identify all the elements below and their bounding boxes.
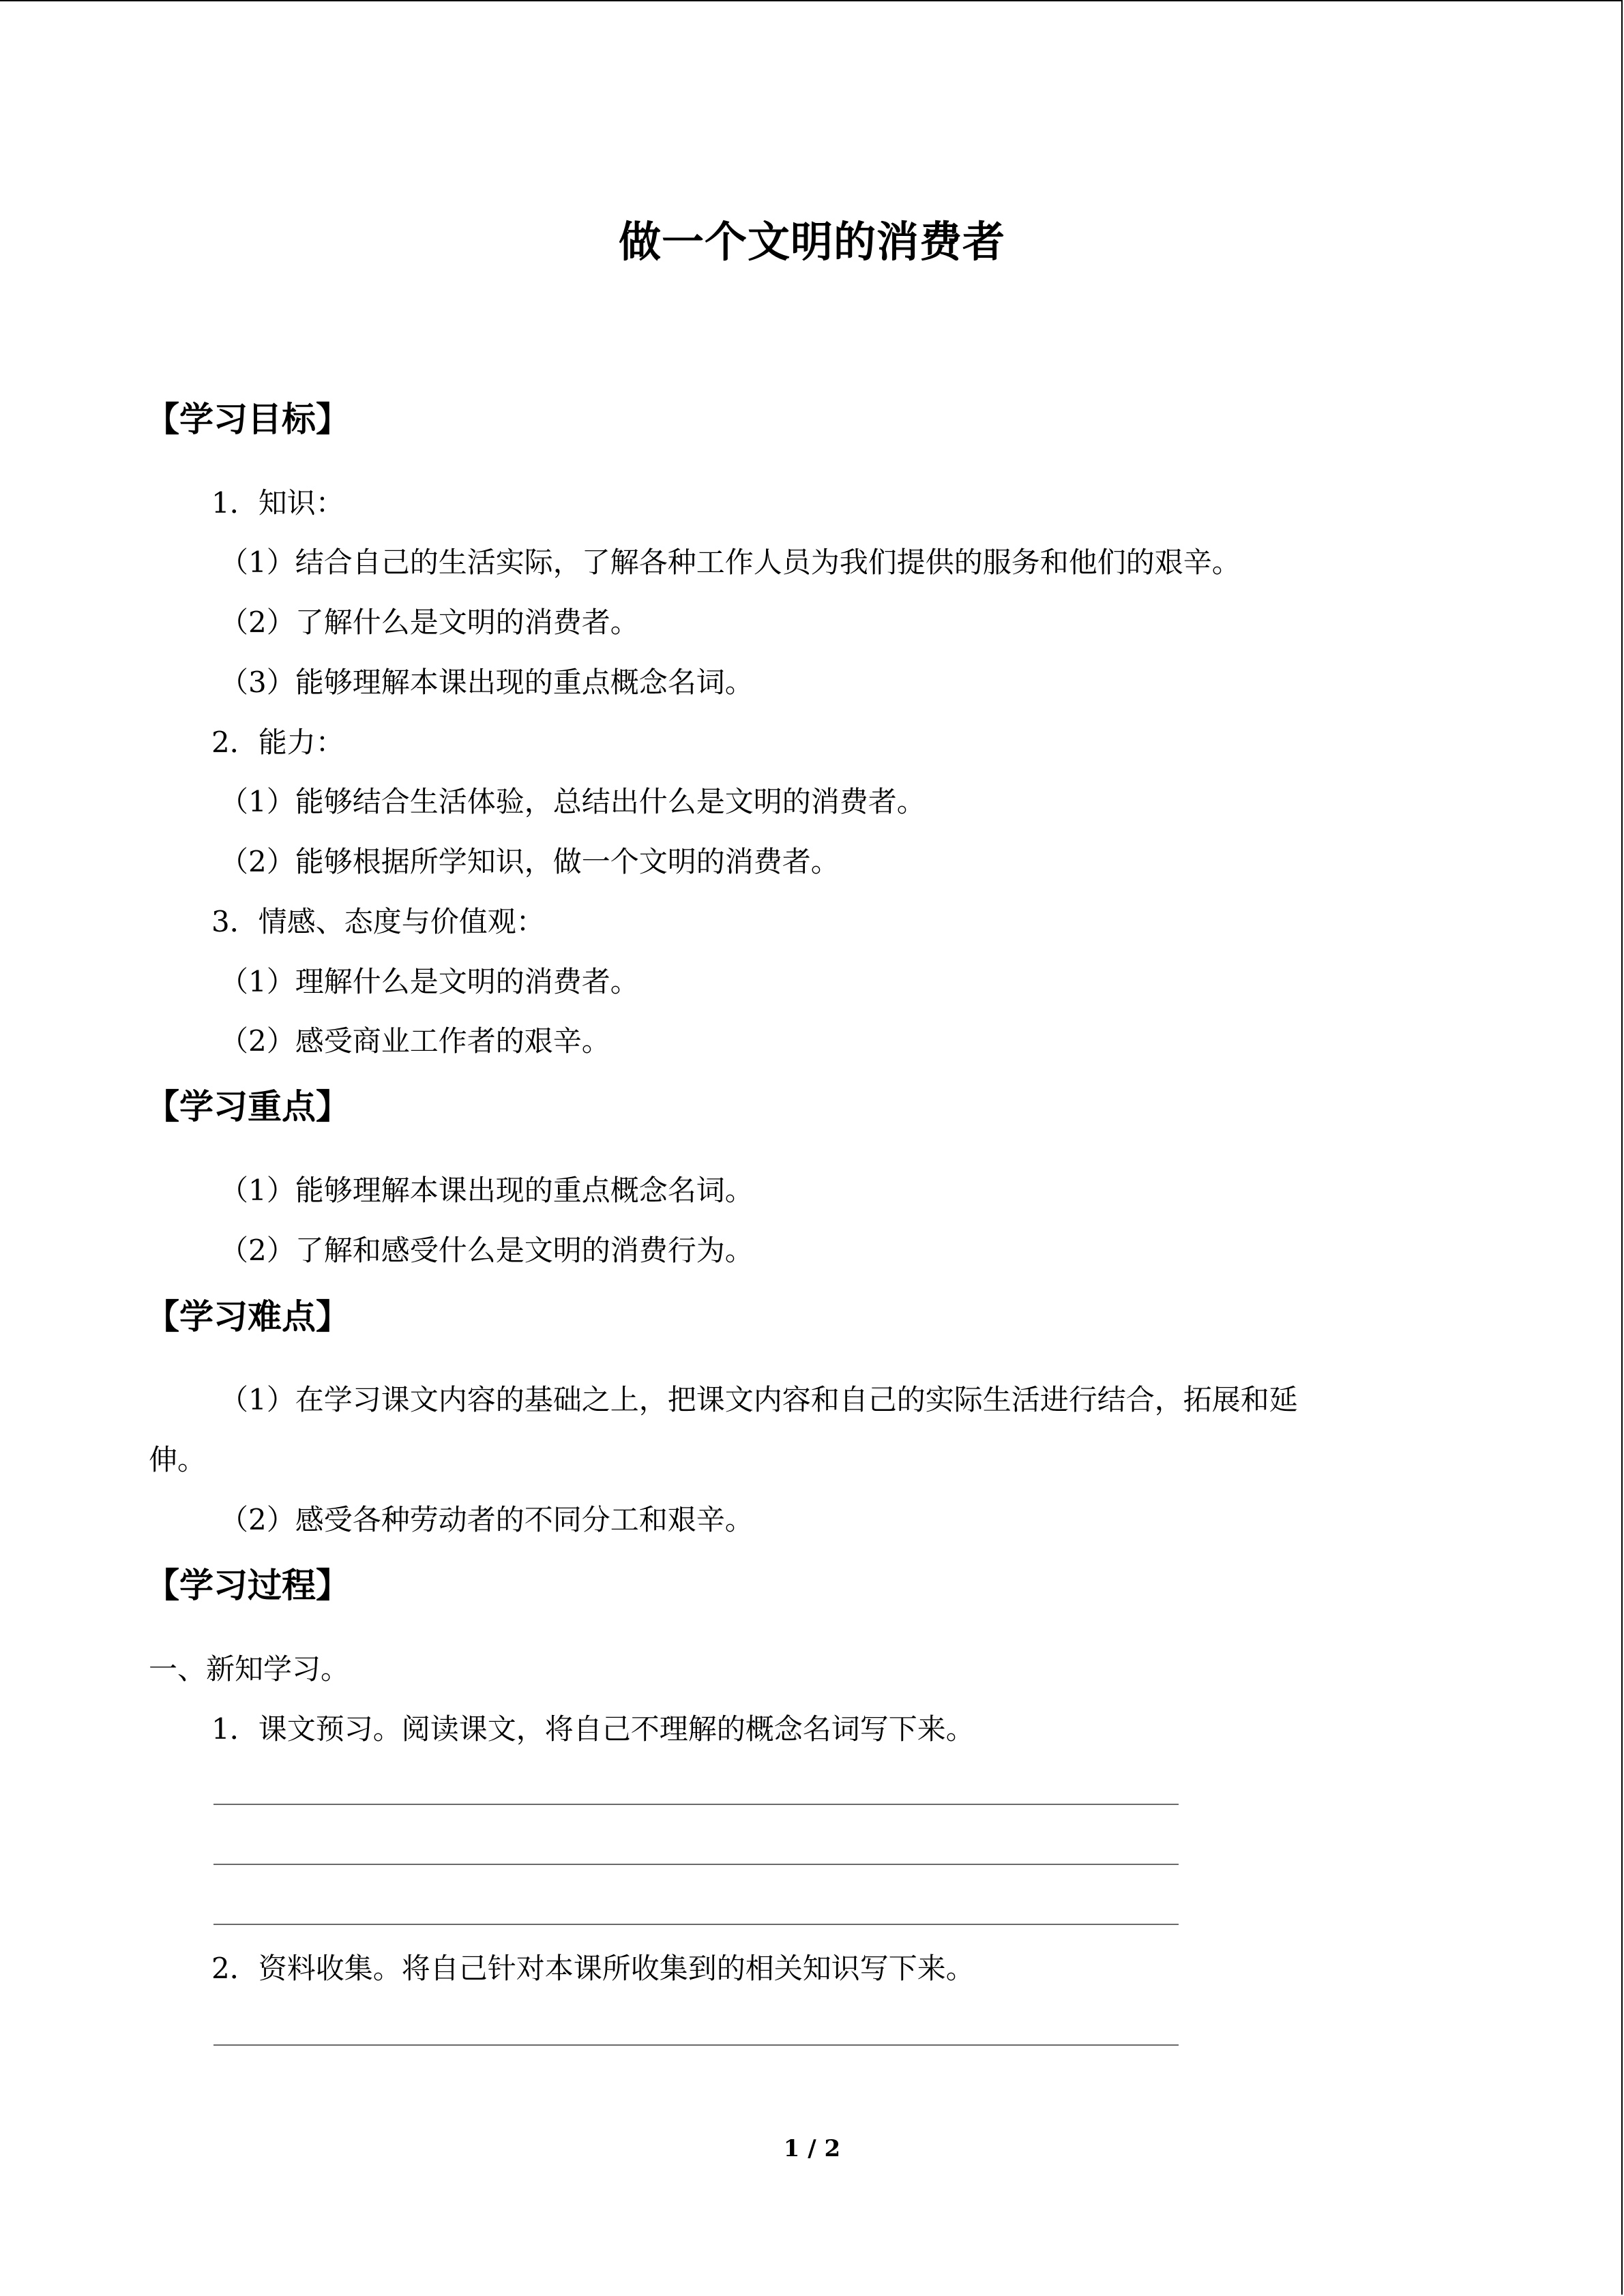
heading-difficulties: 【学习难点】 bbox=[145, 1297, 350, 1337]
heading-key-points: 【学习重点】 bbox=[145, 1087, 350, 1127]
key-point-item-2: （2）了解和感受什么是文明的消费行为。 bbox=[220, 1234, 754, 1267]
knowledge-label: 1．知识： bbox=[211, 486, 344, 520]
knowledge-item-2: （2）了解什么是文明的消费者。 bbox=[220, 606, 639, 639]
knowledge-item-1: （1）结合自己的生活实际，了解各种工作人员为我们提供的服务和他们的艰辛。 bbox=[220, 546, 1241, 579]
part-1-label: 一、新知学习。 bbox=[149, 1652, 350, 1686]
ability-item-1: （1）能够结合生活体验，总结出什么是文明的消费者。 bbox=[220, 785, 926, 818]
difficulty-item-2: （2）感受各种劳动者的不同分工和艰辛。 bbox=[220, 1503, 754, 1536]
values-item-2: （2）感受商业工作者的艰辛。 bbox=[220, 1024, 610, 1058]
knowledge-item-3: （3）能够理解本课出现的重点概念名词。 bbox=[220, 666, 754, 699]
ability-label: 2．能力： bbox=[211, 726, 344, 759]
heading-learning-process: 【学习过程】 bbox=[145, 1566, 350, 1605]
document-title: 做一个文明的消费者 bbox=[618, 217, 1005, 267]
heading-learning-goals: 【学习目标】 bbox=[145, 400, 350, 439]
answer-line[interactable] bbox=[213, 1804, 1179, 1805]
answer-line[interactable] bbox=[213, 1864, 1179, 1865]
values-item-1: （1）理解什么是文明的消费者。 bbox=[220, 965, 639, 998]
key-point-item-1: （1）能够理解本课出现的重点概念名词。 bbox=[220, 1174, 754, 1207]
ability-item-2: （2）能够根据所学知识，做一个文明的消费者。 bbox=[220, 845, 840, 878]
task-1-prompt: 1．课文预习。阅读课文，将自己不理解的概念名词写下来。 bbox=[211, 1712, 975, 1746]
task-2-prompt: 2．资料收集。将自己针对本课所收集到的相关知识写下来。 bbox=[211, 1952, 975, 1985]
difficulty-item-1-line-1: （1）在学习课文内容的基础之上，把课文内容和自己的实际生活进行结合，拓展和延 bbox=[220, 1383, 1298, 1416]
page-number: 1 / 2 bbox=[783, 2135, 841, 2162]
answer-line[interactable] bbox=[213, 1924, 1179, 1925]
difficulty-item-1-line-2: 伸。 bbox=[149, 1443, 207, 1476]
values-label: 3．情感、态度与价值观： bbox=[211, 905, 545, 938]
answer-line[interactable] bbox=[213, 2044, 1179, 2046]
